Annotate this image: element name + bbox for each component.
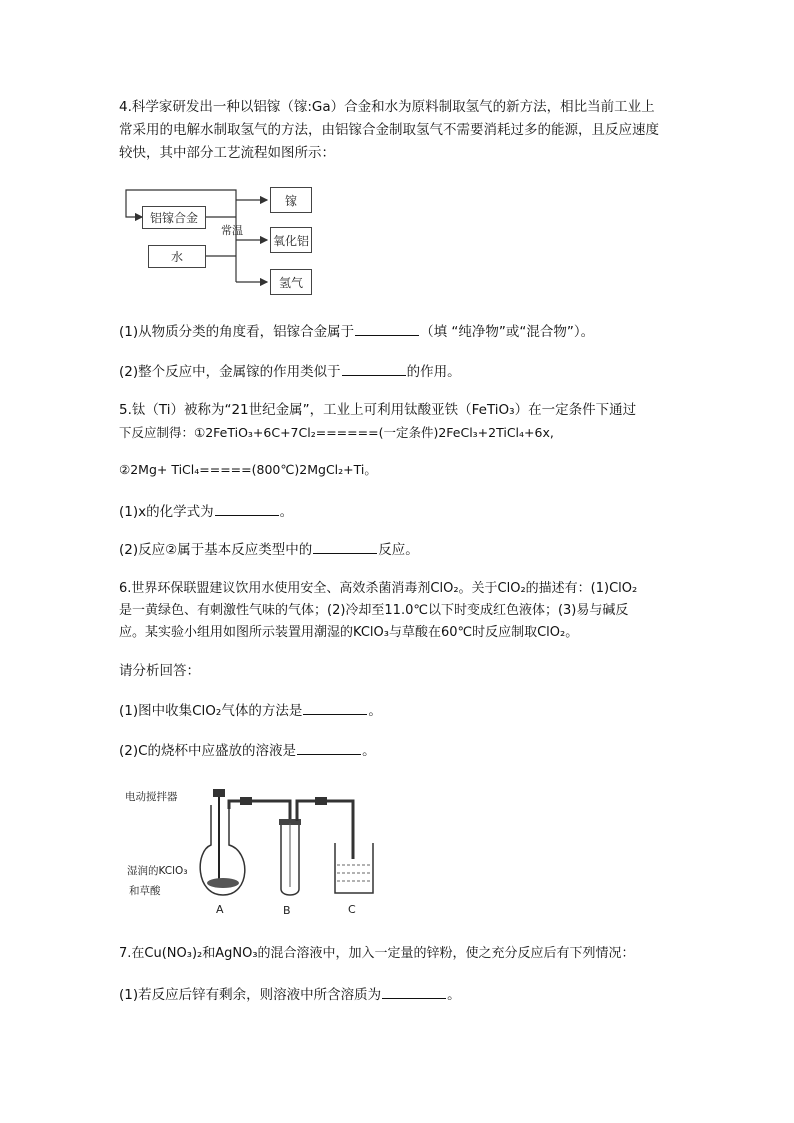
q6-sub1-prefix: (1)图中收集ClO₂气体的方法是 <box>119 703 303 719</box>
q6-sub2-prefix: (2)C的烧杯中应盛放的溶液是 <box>119 743 297 759</box>
stirrer-motor <box>213 789 225 797</box>
q5-sub2-prefix: (2)反应②属于基本反应类型中的 <box>119 542 313 558</box>
q4-flow-diagram <box>120 180 320 300</box>
q4-text-line3: 较快，其中部分工艺流程如图所示： <box>119 145 335 161</box>
hydrogen-box: 氢气 <box>270 269 312 295</box>
q4-sub1-suffix: （填 “纯净物”或“混合物”）。 <box>420 324 595 340</box>
answer-blank[interactable] <box>313 538 377 554</box>
answer-blank[interactable] <box>297 739 361 755</box>
reagent-pile <box>207 878 239 888</box>
answer-blank[interactable] <box>303 699 367 715</box>
gallium-box: 镓 <box>270 187 312 213</box>
q5-reaction1: 下反应制得：①2FeTiO₃+6C+7Cl₂======(一定条件)2FeCl₃+2TiCl₄+6x, <box>119 425 554 440</box>
q5-sub2 <box>119 538 419 561</box>
q6-sub1 <box>119 699 382 722</box>
q5-sub1-prefix: (1)x的化学式为 <box>119 504 214 520</box>
answer-blank[interactable] <box>355 320 419 336</box>
q6-sub2-suffix: 。 <box>362 743 376 759</box>
q4-sub1-prefix: (1)从物质分类的角度看，铝镓合金属于 <box>119 324 355 340</box>
q6-prompt: 请分析回答： <box>119 663 200 679</box>
apparatus-figure <box>125 783 395 923</box>
answer-blank[interactable] <box>382 983 446 999</box>
q4-text-line2: 常采用的电解水制取氢气的方法，由铝镓合金制取氢气不需要消耗过多的能源，且反应速度 <box>119 122 659 138</box>
q4-sub2-suffix: 的作用。 <box>406 364 461 380</box>
label-b: B <box>283 904 291 917</box>
q6-text-line1: 6.世界环保联盟建议饮用水使用安全、高效杀菌消毒剂ClO₂。关于ClO₂的描述有：(1)ClO₂ <box>119 581 638 596</box>
q6-sub1-suffix: 。 <box>368 703 382 719</box>
q4-sub2 <box>119 360 461 383</box>
q4-sub1 <box>119 320 594 343</box>
q5-sub1 <box>119 500 293 523</box>
q5-sub2-suffix: 反应。 <box>378 542 419 558</box>
q5-sub1-suffix: 。 <box>279 504 294 520</box>
apparatus-drawing <box>125 783 395 923</box>
q6-text-line3: 应。某实验小组用如图所示装置用潮湿的KClO₃与草酸在60℃时反应制取ClO₂。 <box>119 625 579 640</box>
q7-sub1-suffix: 。 <box>447 987 461 1003</box>
q7-sub1-prefix: (1)若反应后锌有剩余，则溶液中所含溶质为 <box>119 987 382 1003</box>
q5-reaction2: ②2Mg+ TiCl₄=====(800℃)2MgCl₂+Ti。 <box>119 462 377 477</box>
q6-text-line2: 是一黄绿色、有刺激性气味的气体；(2)冷却至11.0℃以下时变成红色液体；(3)易与碱反 <box>119 603 629 618</box>
q4-text-line1: 4.科学家研发出一种以铝镓（镓:Ga）合金和水为原料制取氢气的新方法，相比当前工业上 <box>119 99 655 115</box>
condition-label: 常温 <box>221 224 243 237</box>
reagent-label-line1: 湿润的KClO₃ <box>127 865 188 877</box>
q5-text-line1: 5.钛（Ti）被称为“21世纪金属”，工业上可利用钛酸亚铁（FeTiO₃）在一定条件下通过 <box>119 402 637 418</box>
q7-sub1 <box>119 983 461 1006</box>
stirrer-label: 电动搅拌器 <box>125 791 178 803</box>
alloy-box: 铝镓合金 <box>142 206 206 229</box>
q6-sub2 <box>119 739 376 762</box>
q7-text-line1: 7.在Cu(NO₃)₂和AgNO₃的混合溶液中，加入一定量的锌粉，使之充分反应后有下列情况： <box>119 946 635 961</box>
label-a: A <box>216 903 224 916</box>
q4-sub2-prefix: (2)整个反应中，金属镓的作用类似于 <box>119 364 341 380</box>
answer-blank[interactable] <box>342 360 406 376</box>
alumina-box: 氧化铝 <box>270 227 312 253</box>
label-c: C <box>348 903 356 916</box>
answer-blank[interactable] <box>215 500 279 516</box>
tube-bc <box>297 801 353 859</box>
water-box: 水 <box>148 245 206 268</box>
reagent-label-line2: 和草酸 <box>129 885 161 897</box>
